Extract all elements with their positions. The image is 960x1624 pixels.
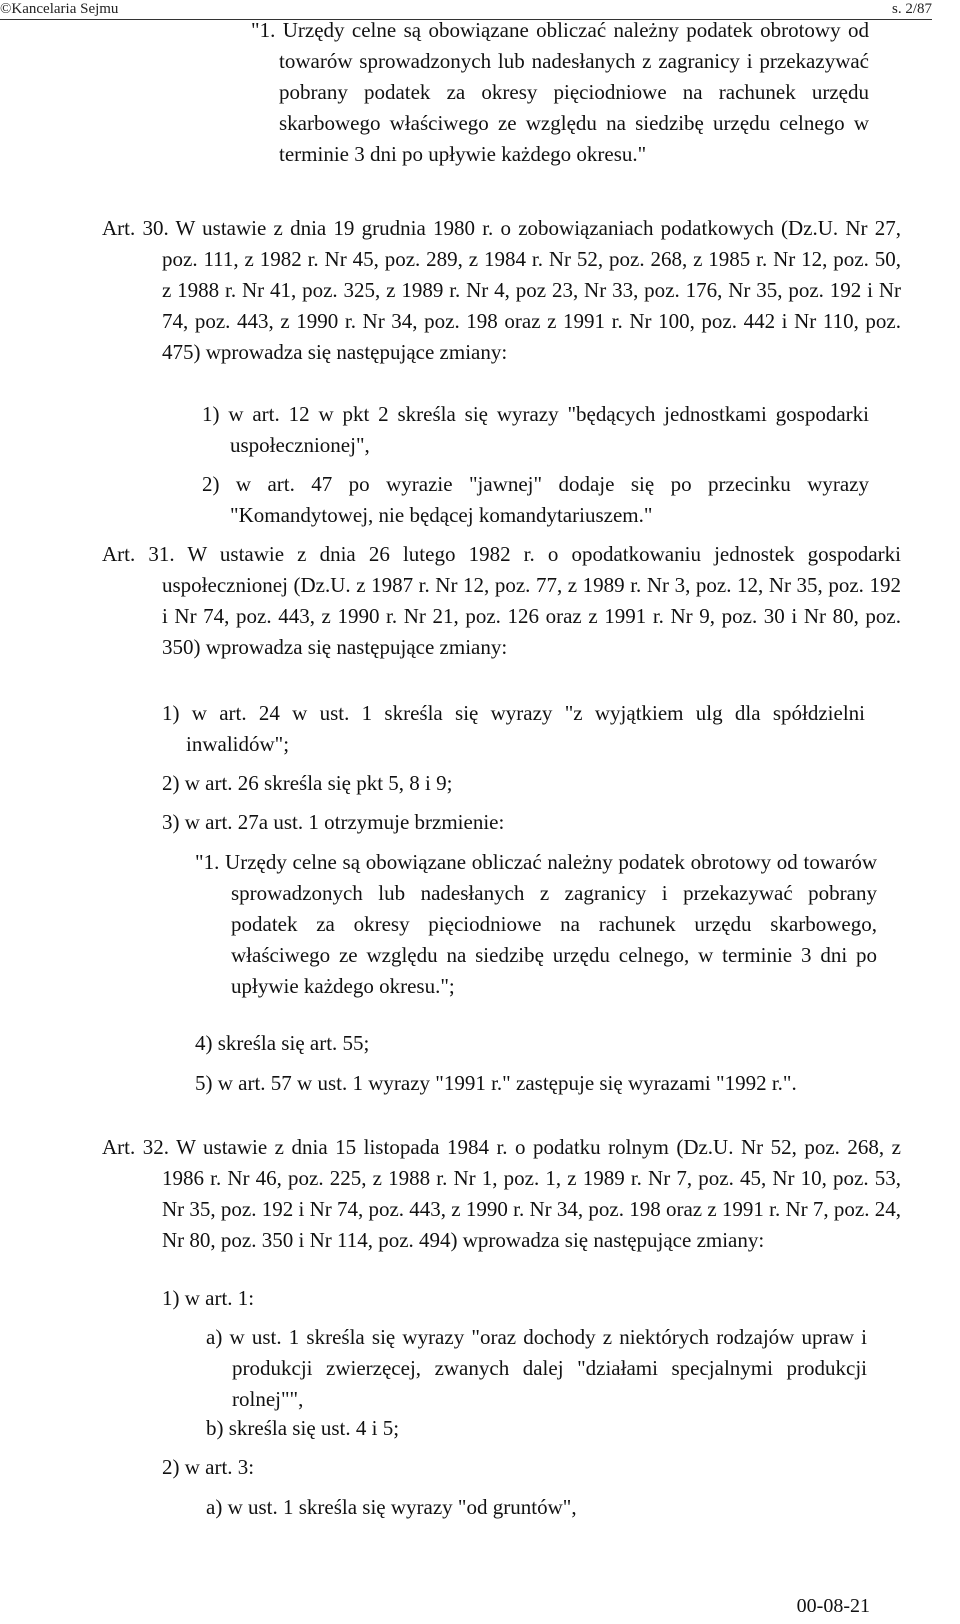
art32-item-1b: b) skreśla się ust. 4 i 5; (206, 1416, 400, 1440)
art31-item-5: 5) w art. 57 w ust. 1 wyrazy "1991 r." zastępuje się wyrazami "1992 r.". (195, 1071, 797, 1095)
art32-item-2: 2) w art. 3: (162, 1455, 255, 1479)
header-page-number: s. 2/87 (891, 1, 932, 17)
art30-item-2: 2) w art. 47 po wyrazie "jawnej" dodaje się po przecinku wyrazy "Komandytowej, nie będącej komandytariuszem." (202, 472, 869, 527)
art32-item-1: 1) w art. 1: (162, 1286, 255, 1310)
quoted-paragraph-2: "1. Urzędy celne są obowiązane obliczać należny podatek obrotowy od towarów sprowadzonych lub nadesłanych z zagranicy i przekazywać pobrany podatek za okresy pięciodniowe na rachunek urzędu skarbowego, właściwego ze względu na siedzibę urzędu celnego, w terminie 3 dni po upływie każdego okresu."; (195, 850, 877, 998)
art31-item-4: 4) skreśla się art. 55; (195, 1031, 370, 1055)
art31-item-1: 1) w art. 24 w ust. 1 skreśla się wyrazy "z wyjątkiem ulg dla spółdzielni inwalidów"; (162, 701, 865, 756)
footer-code: 00-08-21 (796, 1595, 870, 1617)
article-30: Art. 30. W ustawie z dnia 19 grudnia 1980 r. o zobowiązaniach podatkowych (Dz.U. Nr 27, poz. 111, z 1982 r. Nr 45, poz. 289, z 1984 r. Nr 52, poz. 268, z 1985 r. Nr 12, poz. 50, z 1988 r. Nr 41, poz. 325, z 1989 r. Nr 4, poz 23, Nr 33, poz. 176, Nr 35, poz. 192 i Nr 74, poz. 443, z 1990 r. Nr 34, poz. 198 oraz z 1991 r. Nr 100, poz. 442 i Nr 110, poz. 475) wprowadza się następujące zmiany: (102, 216, 901, 364)
art30-item-1: 1) w art. 12 w pkt 2 skreśla się wyrazy "będących jednostkami gospodarki uspołecznionej", (202, 402, 869, 457)
art31-item-3: 3) w art. 27a ust. 1 otrzymuje brzmienie: (162, 810, 505, 834)
article-32: Art. 32. W ustawie z dnia 15 listopada 1984 r. o podatku rolnym (Dz.U. Nr 52, poz. 268, z 1986 r. Nr 46, poz. 225, z 1988 r. Nr 1, poz. 1, z 1989 r. Nr 7, poz. 45, Nr 10, poz. 53, Nr 35, poz. 192 i Nr 74, poz. 443, z 1990 r. Nr 34, poz. 198 oraz z 1991 r. Nr 7, poz. 24, Nr 80, poz. 350 i Nr 114, poz. 494) wprowadza się następujące zmiany: (102, 1135, 901, 1252)
quoted-paragraph-1: "1. Urzędy celne są obowiązane obliczać należny podatek obrotowy od towarów sprowadzonych lub nadesłanych z zagranicy i przekazywać pobrany podatek za okresy pięciodniowe na rachunek urzędu skarbowego właściwego ze względu na siedzibę urzędu celnego w terminie 3 dni po upływie każdego okresu." (251, 18, 869, 166)
article-31: Art. 31. W ustawie z dnia 26 lutego 1982 r. o opodatkowaniu jednostek gospodarki uspołecznionej (Dz.U. z 1987 r. Nr 12, poz. 77, z 1989 r. Nr 3, poz. 12, Nr 35, poz. 192 i Nr 74, poz. 443, z 1990 r. Nr 21, poz. 126 oraz z 1991 r. Nr 9, poz. 30 i Nr 80, poz. 350) wprowadza się następujące zmiany: (102, 542, 901, 659)
art32-item-2a: a) w ust. 1 skreśla się wyrazy "od gruntów", (206, 1495, 577, 1519)
art31-item-2: 2) w art. 26 skreśla się pkt 5, 8 i 9; (162, 771, 453, 795)
header-source: ©Kancelaria Sejmu (0, 1, 119, 17)
art32-item-1a: a) w ust. 1 skreśla się wyrazy "oraz dochody z niektórych rodzajów upraw i produkcji zwierzęcej, zwanych dalej "działami specjalnymi produkcji rolnej"", (206, 1325, 867, 1411)
